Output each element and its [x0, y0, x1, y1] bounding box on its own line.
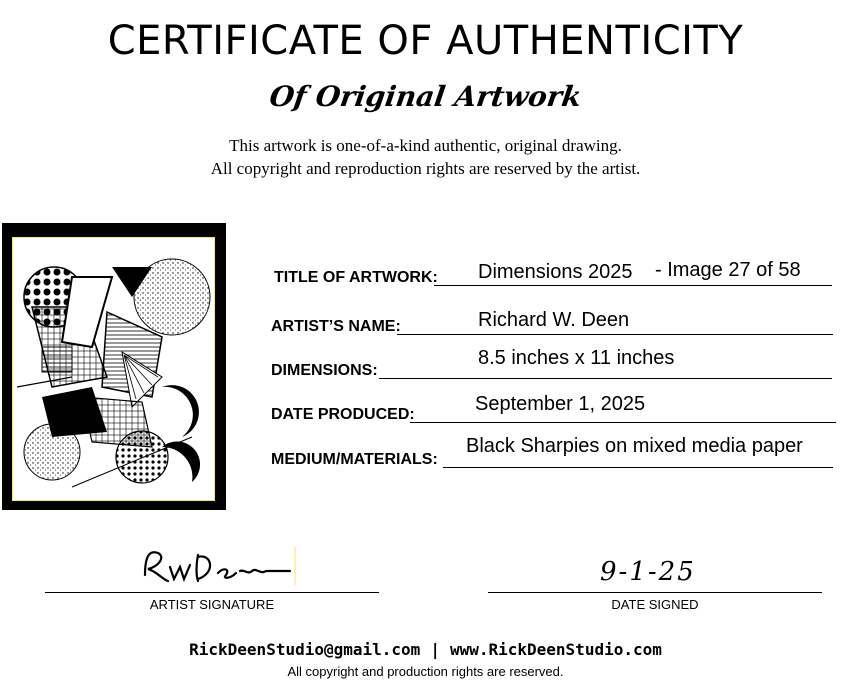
artist-signature-label: ARTIST SIGNATURE — [149, 597, 275, 612]
title-value-extra: - Image 27 of 58 — [655, 259, 801, 281]
footer-email[interactable]: RickDeenStudio@gmail.com — [189, 640, 421, 659]
dimensions-label: DIMENSIONS: — [271, 362, 378, 379]
date-produced-value: September 1, 2025 — [475, 393, 646, 415]
dimensions-rule — [379, 378, 832, 379]
artwork-frame — [2, 223, 226, 510]
date-produced-label: DATE PRODUCED: — [271, 406, 415, 423]
title-label: TITLE OF ARTWORK: — [274, 269, 438, 286]
footer-separator: | — [430, 640, 440, 659]
dimensions-value: 8.5 inches x 11 inches — [478, 347, 675, 369]
medium-rule — [443, 467, 833, 468]
certificate-subtitle: Of Original Artwork — [267, 80, 584, 113]
artist-signature-line — [45, 592, 379, 593]
date-signed-line — [488, 592, 822, 593]
certificate-title: CERTIFICATE OF AUTHENTICITY — [107, 18, 744, 64]
intro-line-1: This artwork is one-of-a-kind authentic, original drawing. — [229, 136, 622, 155]
artist-name-label: ARTIST’S NAME: — [271, 318, 401, 335]
artwork-image — [12, 237, 215, 501]
artist-name-value: Richard W. Deen — [478, 309, 630, 331]
medium-label: MEDIUM/MATERIALS: — [271, 451, 438, 468]
footer-contact — [0, 640, 851, 659]
title-value: Dimensions 2025 — [478, 261, 633, 283]
date-signed-label: DATE SIGNED — [611, 597, 699, 612]
medium-value: Black Sharpies on mixed media paper — [466, 435, 803, 457]
intro-line-2: All copyright and reproduction rights are reserved by the artist. — [210, 159, 641, 178]
artwork-drawing — [12, 237, 215, 501]
date-signed-handwritten: 9-1-25 — [600, 557, 696, 587]
date-produced-rule — [410, 422, 836, 423]
footer-website[interactable]: www.RickDeenStudio.com — [449, 640, 662, 659]
title-rule — [434, 285, 832, 286]
footer-copyright-note: All copyright and production rights are reserved. — [287, 664, 564, 679]
artist-name-rule — [397, 334, 833, 335]
artist-signature — [140, 545, 300, 587]
